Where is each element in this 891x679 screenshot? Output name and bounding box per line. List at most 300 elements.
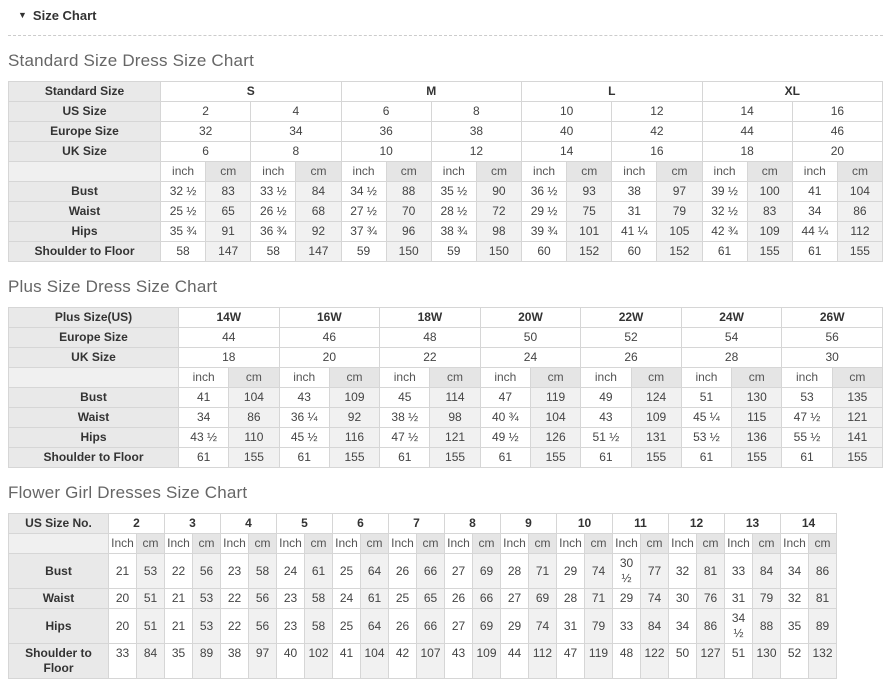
collapse-arrow-icon: ▼ [18, 10, 27, 20]
size-tables-container [8, 51, 883, 679]
measure-cell: 35 [165, 644, 193, 679]
measure-cell: 152 [567, 242, 612, 262]
measure-cell: 105 [657, 222, 702, 242]
measure-cell: 29 [501, 609, 529, 644]
measure-cell: 104 [361, 644, 389, 679]
measure-cell: 92 [296, 222, 341, 242]
unit-header: inch [480, 368, 530, 388]
unit-header: inch [341, 162, 386, 182]
unit-header: cm [249, 534, 277, 554]
measure-cell: 115 [732, 408, 782, 428]
measure-cell: 51 [681, 388, 731, 408]
measure-cell: 34 ½ [341, 182, 386, 202]
measure-cell: 56 [193, 554, 221, 589]
measure-cell: 83 [206, 182, 251, 202]
unit-header: Inch [501, 534, 529, 554]
size-cell: 24 [480, 348, 581, 368]
measure-cell: 79 [657, 202, 702, 222]
measure-cell: 104 [837, 182, 882, 202]
measure-cell: 39 ¾ [522, 222, 567, 242]
measure-cell: 51 [137, 609, 165, 644]
size-cell: 12 [431, 142, 521, 162]
measure-cell: 58 [305, 589, 333, 609]
measure-cell: 24 [333, 589, 361, 609]
size-group-header: 20W [480, 308, 581, 328]
measure-cell: 77 [641, 554, 669, 589]
measure-cell: 122 [641, 644, 669, 679]
measure-cell: 84 [296, 182, 341, 202]
unit-header: cm [430, 368, 480, 388]
plus-size-table [8, 307, 883, 468]
measure-cell: 38 [612, 182, 657, 202]
unit-header: Inch [781, 534, 809, 554]
measure-cell: 61 [361, 589, 389, 609]
measure-cell: 47 [480, 388, 530, 408]
measure-cell: 48 [613, 644, 641, 679]
measure-cell: 22 [221, 609, 249, 644]
measure-cell: 155 [329, 448, 379, 468]
size-cell: 46 [792, 122, 882, 142]
table-row [9, 222, 883, 242]
size-cell: 46 [279, 328, 380, 348]
measure-cell: 28 [557, 589, 585, 609]
row-label-empty [9, 534, 109, 554]
measure-cell: 136 [732, 428, 782, 448]
table-row [9, 328, 883, 348]
size-cell: 6 [161, 142, 251, 162]
measure-cell: 36 ¼ [279, 408, 329, 428]
size-cell: 14 [522, 142, 612, 162]
unit-header: inch [581, 368, 631, 388]
measure-cell: 31 [557, 609, 585, 644]
unit-header: inch [522, 162, 567, 182]
measure-cell: 152 [657, 242, 702, 262]
size-cell: 18 [702, 142, 792, 162]
table-row [9, 308, 883, 328]
flower-girl-table-title: Flower Girl Dresses Size Chart [8, 483, 248, 502]
measure-cell: 35 [781, 609, 809, 644]
measure-cell: 150 [476, 242, 521, 262]
measure-cell: 53 ½ [681, 428, 731, 448]
unit-header: inch [380, 368, 430, 388]
measure-cell: 112 [529, 644, 557, 679]
row-label: Hips [9, 222, 161, 242]
measure-cell: 109 [631, 408, 681, 428]
unit-header: cm [567, 162, 612, 182]
measure-cell: 86 [229, 408, 279, 428]
measure-cell: 32 ½ [702, 202, 747, 222]
measure-cell: 27 ½ [341, 202, 386, 222]
table-row [9, 644, 837, 679]
measure-cell: 20 [109, 589, 137, 609]
size-group-header: 9 [501, 514, 557, 534]
measure-cell: 41 [179, 388, 229, 408]
unit-header: Inch [725, 534, 753, 554]
row-label-empty [9, 162, 161, 182]
measure-cell: 127 [697, 644, 725, 679]
size-cell: 38 [431, 122, 521, 142]
unit-header: inch [161, 162, 206, 182]
measure-cell: 45 [380, 388, 430, 408]
measure-cell: 58 [161, 242, 206, 262]
size-group-header: 10 [557, 514, 613, 534]
table-row [9, 589, 837, 609]
unit-header: Inch [333, 534, 361, 554]
unit-header: cm [585, 534, 613, 554]
measure-cell: 121 [430, 428, 480, 448]
measure-cell: 98 [430, 408, 480, 428]
table-row [9, 82, 883, 102]
measure-cell: 27 [445, 609, 473, 644]
measure-cell: 84 [641, 609, 669, 644]
unit-header: cm [193, 534, 221, 554]
measure-cell: 147 [206, 242, 251, 262]
unit-header: cm [832, 368, 882, 388]
table-row [9, 428, 883, 448]
measure-cell: 69 [529, 589, 557, 609]
measure-cell: 71 [529, 554, 557, 589]
measure-cell: 61 [279, 448, 329, 468]
unit-header: cm [473, 534, 501, 554]
measure-cell: 40 [277, 644, 305, 679]
unit-header: cm [386, 162, 431, 182]
measure-cell: 52 [781, 644, 809, 679]
plus-size-table-title: Plus Size Dress Size Chart [8, 277, 218, 296]
unit-header: cm [837, 162, 882, 182]
size-group-header: 6 [333, 514, 389, 534]
size-group-header: 12 [669, 514, 725, 534]
measure-cell: 69 [473, 554, 501, 589]
row-label: Europe Size [9, 122, 161, 142]
measure-cell: 49 [581, 388, 631, 408]
measure-cell: 49 ½ [480, 428, 530, 448]
measure-cell: 42 [389, 644, 417, 679]
size-group-header: 26W [782, 308, 883, 328]
section-title: Size Chart [32, 8, 97, 23]
size-group-header: 13 [725, 514, 781, 534]
measure-cell: 60 [522, 242, 567, 262]
measure-cell: 28 ½ [431, 202, 476, 222]
size-group-header: 5 [277, 514, 333, 534]
size-group-header: M [341, 82, 522, 102]
measure-cell: 23 [277, 609, 305, 644]
size-group-header: L [522, 82, 703, 102]
measure-cell: 65 [417, 589, 445, 609]
measure-cell: 41 [333, 644, 361, 679]
size-chart-section-toggle[interactable] [8, 4, 883, 36]
measure-cell: 121 [832, 408, 882, 428]
measure-cell: 25 [389, 589, 417, 609]
measure-cell: 124 [631, 388, 681, 408]
measure-cell: 21 [165, 609, 193, 644]
size-cell: 44 [179, 328, 280, 348]
measure-cell: 155 [229, 448, 279, 468]
measure-cell: 53 [137, 554, 165, 589]
size-group-header: 14 [781, 514, 837, 534]
unit-header: Inch [557, 534, 585, 554]
size-cell: 40 [522, 122, 612, 142]
measure-cell: 51 [725, 644, 753, 679]
measure-cell: 27 [445, 554, 473, 589]
table-row [9, 182, 883, 202]
row-label: Waist [9, 408, 179, 428]
measure-cell: 59 [431, 242, 476, 262]
unit-header: cm [641, 534, 669, 554]
row-label: Bust [9, 388, 179, 408]
unit-header: inch [792, 162, 837, 182]
measure-cell: 65 [206, 202, 251, 222]
measure-cell: 61 [702, 242, 747, 262]
row-label: Shoulder to Floor [9, 644, 109, 679]
measure-cell: 155 [832, 448, 882, 468]
measure-cell: 84 [753, 554, 781, 589]
measure-cell: 61 [782, 448, 832, 468]
unit-header: cm [809, 534, 837, 554]
measure-cell: 23 [221, 554, 249, 589]
row-label: UK Size [9, 348, 179, 368]
measure-cell: 104 [530, 408, 580, 428]
size-cell: 10 [522, 102, 612, 122]
size-cell: 16 [612, 142, 702, 162]
measure-cell: 61 [581, 448, 631, 468]
measure-cell: 33 [109, 644, 137, 679]
row-label: Shoulder to Floor [9, 448, 179, 468]
measure-cell: 50 [669, 644, 697, 679]
unit-header: cm [631, 368, 681, 388]
measure-cell: 114 [430, 388, 480, 408]
unit-header: Inch [221, 534, 249, 554]
table-row [9, 162, 883, 182]
measure-cell: 33 [725, 554, 753, 589]
measure-cell: 43 ½ [179, 428, 229, 448]
measure-cell: 34 ½ [725, 609, 753, 644]
measure-cell: 109 [747, 222, 792, 242]
measure-cell: 39 ½ [702, 182, 747, 202]
measure-cell: 110 [229, 428, 279, 448]
measure-cell: 97 [657, 182, 702, 202]
measure-cell: 37 ¾ [341, 222, 386, 242]
table-row [9, 609, 837, 644]
table-row [9, 142, 883, 162]
size-cell: 18 [179, 348, 280, 368]
measure-cell: 89 [193, 644, 221, 679]
measure-cell: 147 [296, 242, 341, 262]
size-cell: 52 [581, 328, 682, 348]
table-row [9, 448, 883, 468]
measure-cell: 96 [386, 222, 431, 242]
measure-cell: 88 [386, 182, 431, 202]
table-row [9, 368, 883, 388]
measure-cell: 74 [529, 609, 557, 644]
unit-header: Inch [109, 534, 137, 554]
measure-cell: 34 [669, 609, 697, 644]
unit-header: Inch [445, 534, 473, 554]
size-cell: 42 [612, 122, 702, 142]
row-label: US Size [9, 102, 161, 122]
measure-cell: 130 [732, 388, 782, 408]
measure-cell: 55 ½ [782, 428, 832, 448]
measure-cell: 36 ½ [522, 182, 567, 202]
unit-header: inch [782, 368, 832, 388]
unit-header: cm [529, 534, 557, 554]
measure-cell: 66 [417, 554, 445, 589]
measure-cell: 26 [389, 609, 417, 644]
row-label: Bust [9, 554, 109, 589]
measure-cell: 86 [809, 554, 837, 589]
measure-cell: 101 [567, 222, 612, 242]
measure-cell: 45 ½ [279, 428, 329, 448]
measure-cell: 92 [329, 408, 379, 428]
size-group-header: 8 [445, 514, 501, 534]
measure-cell: 26 [389, 554, 417, 589]
unit-header: cm [657, 162, 702, 182]
size-cell: 30 [782, 348, 883, 368]
measure-cell: 61 [179, 448, 229, 468]
measure-cell: 36 ¾ [251, 222, 296, 242]
table-row [9, 408, 883, 428]
size-cell: 28 [681, 348, 782, 368]
size-cell: 26 [581, 348, 682, 368]
measure-cell: 38 [221, 644, 249, 679]
measure-cell: 60 [612, 242, 657, 262]
size-cell: 2 [161, 102, 251, 122]
measure-cell: 81 [809, 589, 837, 609]
measure-cell: 155 [631, 448, 681, 468]
size-cell: 22 [380, 348, 481, 368]
measure-cell: 29 [613, 589, 641, 609]
measure-cell: 58 [305, 609, 333, 644]
unit-header: cm [753, 534, 781, 554]
measure-cell: 27 [501, 589, 529, 609]
size-cell: 16 [792, 102, 882, 122]
measure-cell: 41 ¼ [612, 222, 657, 242]
measure-cell: 64 [361, 554, 389, 589]
measure-cell: 35 ½ [431, 182, 476, 202]
measure-cell: 126 [530, 428, 580, 448]
size-group-header: 2 [109, 514, 165, 534]
measure-cell: 43 [279, 388, 329, 408]
measure-cell: 75 [567, 202, 612, 222]
measure-cell: 70 [386, 202, 431, 222]
measure-cell: 42 ¾ [702, 222, 747, 242]
unit-header: inch [279, 368, 329, 388]
size-group-header: 14W [179, 308, 280, 328]
size-cell: 12 [612, 102, 702, 122]
measure-cell: 38 ¾ [431, 222, 476, 242]
measure-cell: 132 [809, 644, 837, 679]
table-row [9, 102, 883, 122]
size-group-header: 22W [581, 308, 682, 328]
measure-cell: 61 [380, 448, 430, 468]
measure-cell: 53 [782, 388, 832, 408]
size-group-header: 7 [389, 514, 445, 534]
measure-cell: 47 ½ [380, 428, 430, 448]
measure-cell: 150 [386, 242, 431, 262]
measure-cell: 20 [109, 609, 137, 644]
measure-cell: 25 [333, 554, 361, 589]
row-label: Waist [9, 202, 161, 222]
measure-cell: 131 [631, 428, 681, 448]
measure-cell: 97 [249, 644, 277, 679]
measure-cell: 141 [832, 428, 882, 448]
unit-header: inch [702, 162, 747, 182]
size-cell: 56 [782, 328, 883, 348]
measure-cell: 35 ¾ [161, 222, 206, 242]
standard-size-table [8, 81, 883, 262]
measure-cell: 61 [792, 242, 837, 262]
measure-cell: 45 ¼ [681, 408, 731, 428]
measure-cell: 109 [473, 644, 501, 679]
measure-cell: 116 [329, 428, 379, 448]
measure-cell: 81 [697, 554, 725, 589]
measure-cell: 90 [476, 182, 521, 202]
standard-size-table-title: Standard Size Dress Size Chart [8, 51, 254, 70]
measure-cell: 98 [476, 222, 521, 242]
measure-cell: 102 [305, 644, 333, 679]
measure-cell: 25 [333, 609, 361, 644]
size-cell: 14 [702, 102, 792, 122]
table-row [9, 122, 883, 142]
size-group-header: 24W [681, 308, 782, 328]
measure-cell: 79 [585, 609, 613, 644]
measure-cell: 74 [585, 554, 613, 589]
unit-header: Inch [165, 534, 193, 554]
size-group-header: 11 [613, 514, 669, 534]
unit-header: inch [431, 162, 476, 182]
measure-cell: 34 [792, 202, 837, 222]
measure-cell: 72 [476, 202, 521, 222]
measure-cell: 53 [193, 609, 221, 644]
unit-header: inch [251, 162, 296, 182]
size-cell: 36 [341, 122, 431, 142]
size-cell: 8 [431, 102, 521, 122]
unit-header: cm [697, 534, 725, 554]
row-label: UK Size [9, 142, 161, 162]
measure-cell: 61 [681, 448, 731, 468]
measure-cell: 112 [837, 222, 882, 242]
measure-cell: 93 [567, 182, 612, 202]
measure-cell: 84 [137, 644, 165, 679]
measure-cell: 30 [669, 589, 697, 609]
measure-cell: 26 [445, 589, 473, 609]
unit-header: cm [329, 368, 379, 388]
table-row [9, 554, 837, 589]
size-cell: 6 [341, 102, 431, 122]
measure-cell: 31 [725, 589, 753, 609]
measure-cell: 61 [305, 554, 333, 589]
measure-cell: 53 [193, 589, 221, 609]
measure-cell: 119 [585, 644, 613, 679]
row-label: Europe Size [9, 328, 179, 348]
measure-cell: 100 [747, 182, 792, 202]
measure-cell: 71 [585, 589, 613, 609]
measure-cell: 61 [480, 448, 530, 468]
size-group-header: 4 [221, 514, 277, 534]
measure-cell: 66 [473, 589, 501, 609]
measure-cell: 56 [249, 589, 277, 609]
size-group-header: 3 [165, 514, 221, 534]
measure-cell: 41 [792, 182, 837, 202]
unit-header: inch [612, 162, 657, 182]
row-label: US Size No. [9, 514, 109, 534]
size-cell: 20 [279, 348, 380, 368]
unit-header: cm [732, 368, 782, 388]
measure-cell: 74 [641, 589, 669, 609]
row-label-empty [9, 368, 179, 388]
measure-cell: 33 [613, 609, 641, 644]
measure-cell: 51 ½ [581, 428, 631, 448]
unit-header: cm [137, 534, 165, 554]
